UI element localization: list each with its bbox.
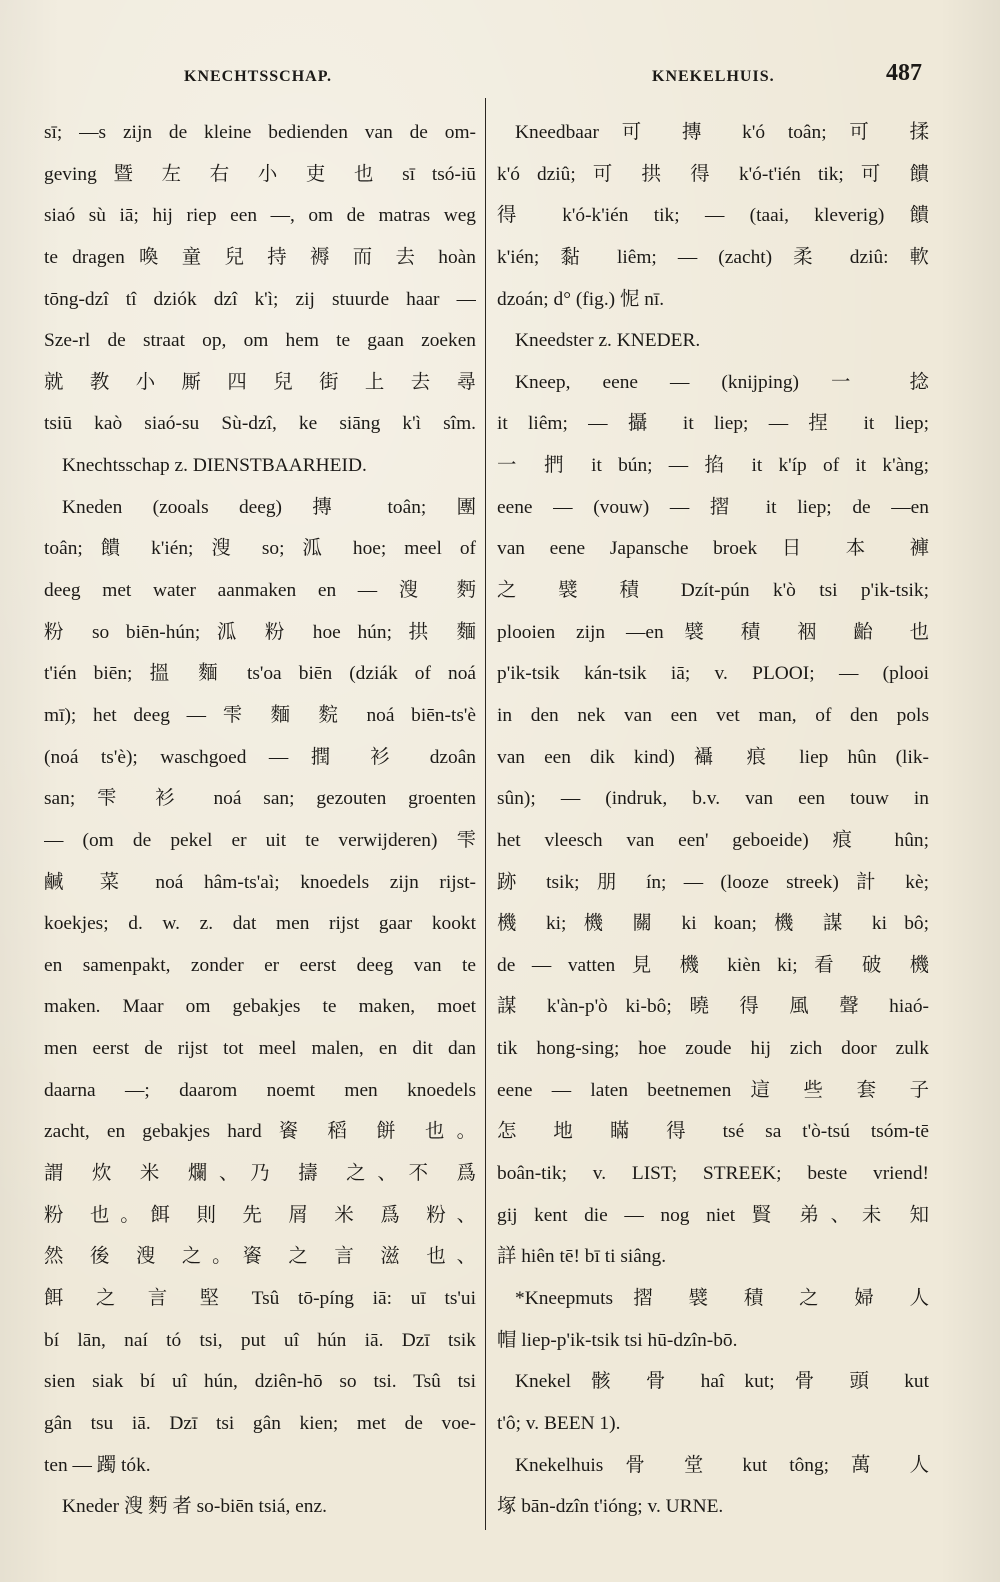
entry-knekelhuis: Knekelhuis 骨 堂 kut tông; 萬 人 [515,1454,929,1476]
text-line: eene — (vouw) — 摺 it liep; de —en [497,496,929,518]
text-line: p'ik-tsik kán-tsik iā; v. PLOOI; — (plooi [497,663,929,685]
text-line: sien siak bí uî hún, dziên-hō so tsi. Tsû tsi [44,1371,476,1393]
text-line: de — vatten 見 機 kièn ki; 看 破 機 [497,954,929,976]
text-line: mī); het deeg — 雫 麵 䴷 noá biēn-ts'è [44,704,476,726]
text-line: men eerst de rijst tot meel malen, en dit dan [44,1038,476,1060]
text-line: zacht, en gebakjes hard 餈 稻 餅 也。 [44,1121,476,1143]
text-line: 之 襞 積 Dzít-pún k'ò tsi p'ik-tsik; [497,580,929,602]
text-line: 就 教 小 厮 四 兒 街 上 去 尋 [44,371,476,393]
text-line: — (om de pekel er uit te verwijderen) 雫 [44,829,476,851]
text-line: 詳 hiên tē! bī ti siâng. [497,1246,667,1268]
text-line: en samenpakt, zonder er eerst deeg van te [44,954,476,976]
entry-kneedster: Kneedster z. KNEDER. [515,330,701,352]
text-line: sī; —s zijn de kleine bedienden van de om- [44,122,476,143]
text-line: 怎 地 瞞 得 tsé sa t'ò-tsú tsóm-tē [497,1121,929,1143]
text-line: van een dik kind) 襵 痕 liep hûn (lik- [497,746,929,768]
text-line: het vleesch van een' geboeide) 痕 hûn; [497,829,929,851]
text-line: deeg met water aanmaken en — 溲 麪 [44,580,476,602]
text-line: (noá ts'è); waschgoed — 撋 衫 dzoân [44,746,476,768]
text-line: 鹹 菜 noá hâm-ts'aì; knoedels zijn rijst- [44,871,476,893]
text-line: tsiū kaò siaó-su Sù-dzî, ke siāng k'ì sîm. [44,413,476,435]
text-line: 粉 也。餌 則 先 屑 米 爲 粉、 [44,1204,476,1226]
running-head-left: KNECHTSSCHAP. [184,68,332,85]
text-line: gij kent die — nog niet 賢 弟、未 知 [497,1204,929,1226]
text-line: tik hong-sing; hoe zoude hij zich door zulk [497,1038,929,1060]
entry-knekel: Knekel 骸 骨 haî kut; 骨 頭 kut [515,1371,929,1393]
text-line: 餌 之 言 堅 Tsû tō-píng iā: uī ts'ui [44,1287,476,1309]
text-line: van eene Japansche broek 日 本 褲 [497,538,929,560]
text-line: boân-tik; v. LIST; STREEK; beste vriend! [497,1163,929,1185]
text-line: t'ién biēn; 搵 麵 ts'oa biēn (dziák of noá [44,663,476,685]
text-line: toân; 饋 k'ién; 溲 so; 泒 hoe; meel of [44,538,476,560]
text-line: 謀 k'àn-p'ò ki-bô; 曉 得 風 聲 hiaó- [497,996,929,1018]
text-line: it liêm; — 攝 it liep; — 捏 it liep; [497,413,929,435]
entry-kneepmuts: *Kneepmuts 摺 襞 積 之 婦 人 [515,1287,929,1309]
text-line: san; 雫 衫 noá san; gezouten groenten [44,788,476,810]
left-column [44,112,476,1528]
entry-kneep: Kneep, eene — (knijping) 一 捻 [515,371,929,393]
text-line: geving 暨 左 右 小 吏 也 sī tsó-iū [44,163,476,185]
text-line: 機 ki; 機 關 ki koan; 機 謀 ki bô; [497,913,929,935]
text-line: bí lān, naí tó tsi, put uî hún iā. Dzī tsik [44,1329,476,1351]
text-line: te dragen 喚 童 兒 持 褥 而 去 hoàn [44,246,476,268]
text-line: gân tsu iā. Dzī tsi gân kien; met de voe- [44,1412,476,1434]
text-line: 然 後 溲 之。餈 之 言 滋 也、 [44,1246,476,1268]
entry-kneedbaar: Kneedbaar 可 摶 k'ó toân; 可 揉 [515,122,929,143]
text-line: koekjes; d. w. z. dat men rijst gaar kookt [44,913,476,935]
running-head-right: KNEKELHUIS. [652,68,775,85]
text-line: Sze-rl de straat op, om hem te gaan zoeken [44,330,476,352]
text-line: k'ién; 黏 liêm; — (zacht) 柔 dziû: 軟 [497,246,929,268]
column-divider [485,98,486,1530]
text-line: dzoán; d° (fig.) 怩 nī. [497,288,665,310]
entry-kneder: Kneder 溲 麪 者 so-biēn tsiá, enz. [62,1496,327,1518]
text-line: 帽 liep-p'ik-tsik tsi hū-dzîn-bō. [497,1329,738,1351]
text-line: ten — 躅 tók. [44,1454,151,1476]
entry-kneden: Kneden (zooals deeg) 摶 toân; 團 [62,496,476,518]
entry-knechtsschap: Knechtsschap z. DIENSTBAARHEID. [62,455,367,477]
text-line: siaó sù iā; hij riep een —, om de matras weg [44,205,476,227]
text-line: 一 捫 it bún; — 掐 it k'íp of it k'àng; [497,455,929,477]
text-line: eene — laten beetnemen 這 些 套 子 [497,1079,929,1101]
text-line: plooien zijn —en 襞 積 裀 齝 也 [497,621,929,643]
text-line: daarna —; daarom noemt men knoedels [44,1079,476,1101]
text-line: 跡 tsik; 朋 ín; — (looze streek) 計 kè; [497,871,929,893]
text-line: 謂 炊 米 爛、乃 擣 之、不 爲 [44,1163,476,1185]
text-line: t'ô; v. BEEN 1). [497,1412,621,1434]
right-column [497,112,929,1528]
text-line: sûn); — (indruk, b.v. van een touw in [497,788,929,810]
text-line: 粉 so biēn-hún; 泒 粉 hoe hún; 拱 麵 [44,621,476,643]
text-line: k'ó dziû; 可 拱 得 k'ó-t'ién tik; 可 饋 [497,163,929,185]
text-line: 得 k'ó-k'ién tik; — (taai, kleverig) 饋 [497,205,929,227]
page-number: 487 [886,60,922,86]
text-line: 塚 bān-dzîn t'ióng; v. URNE. [497,1496,724,1518]
text-line: tōng-dzî tî dziók dzî k'ì; zij stuurde haar — [44,288,476,310]
text-line: maken. Maar om gebakjes te maken, moet [44,996,476,1018]
text-line: in den nek van een vet man, of den pols [497,704,929,726]
